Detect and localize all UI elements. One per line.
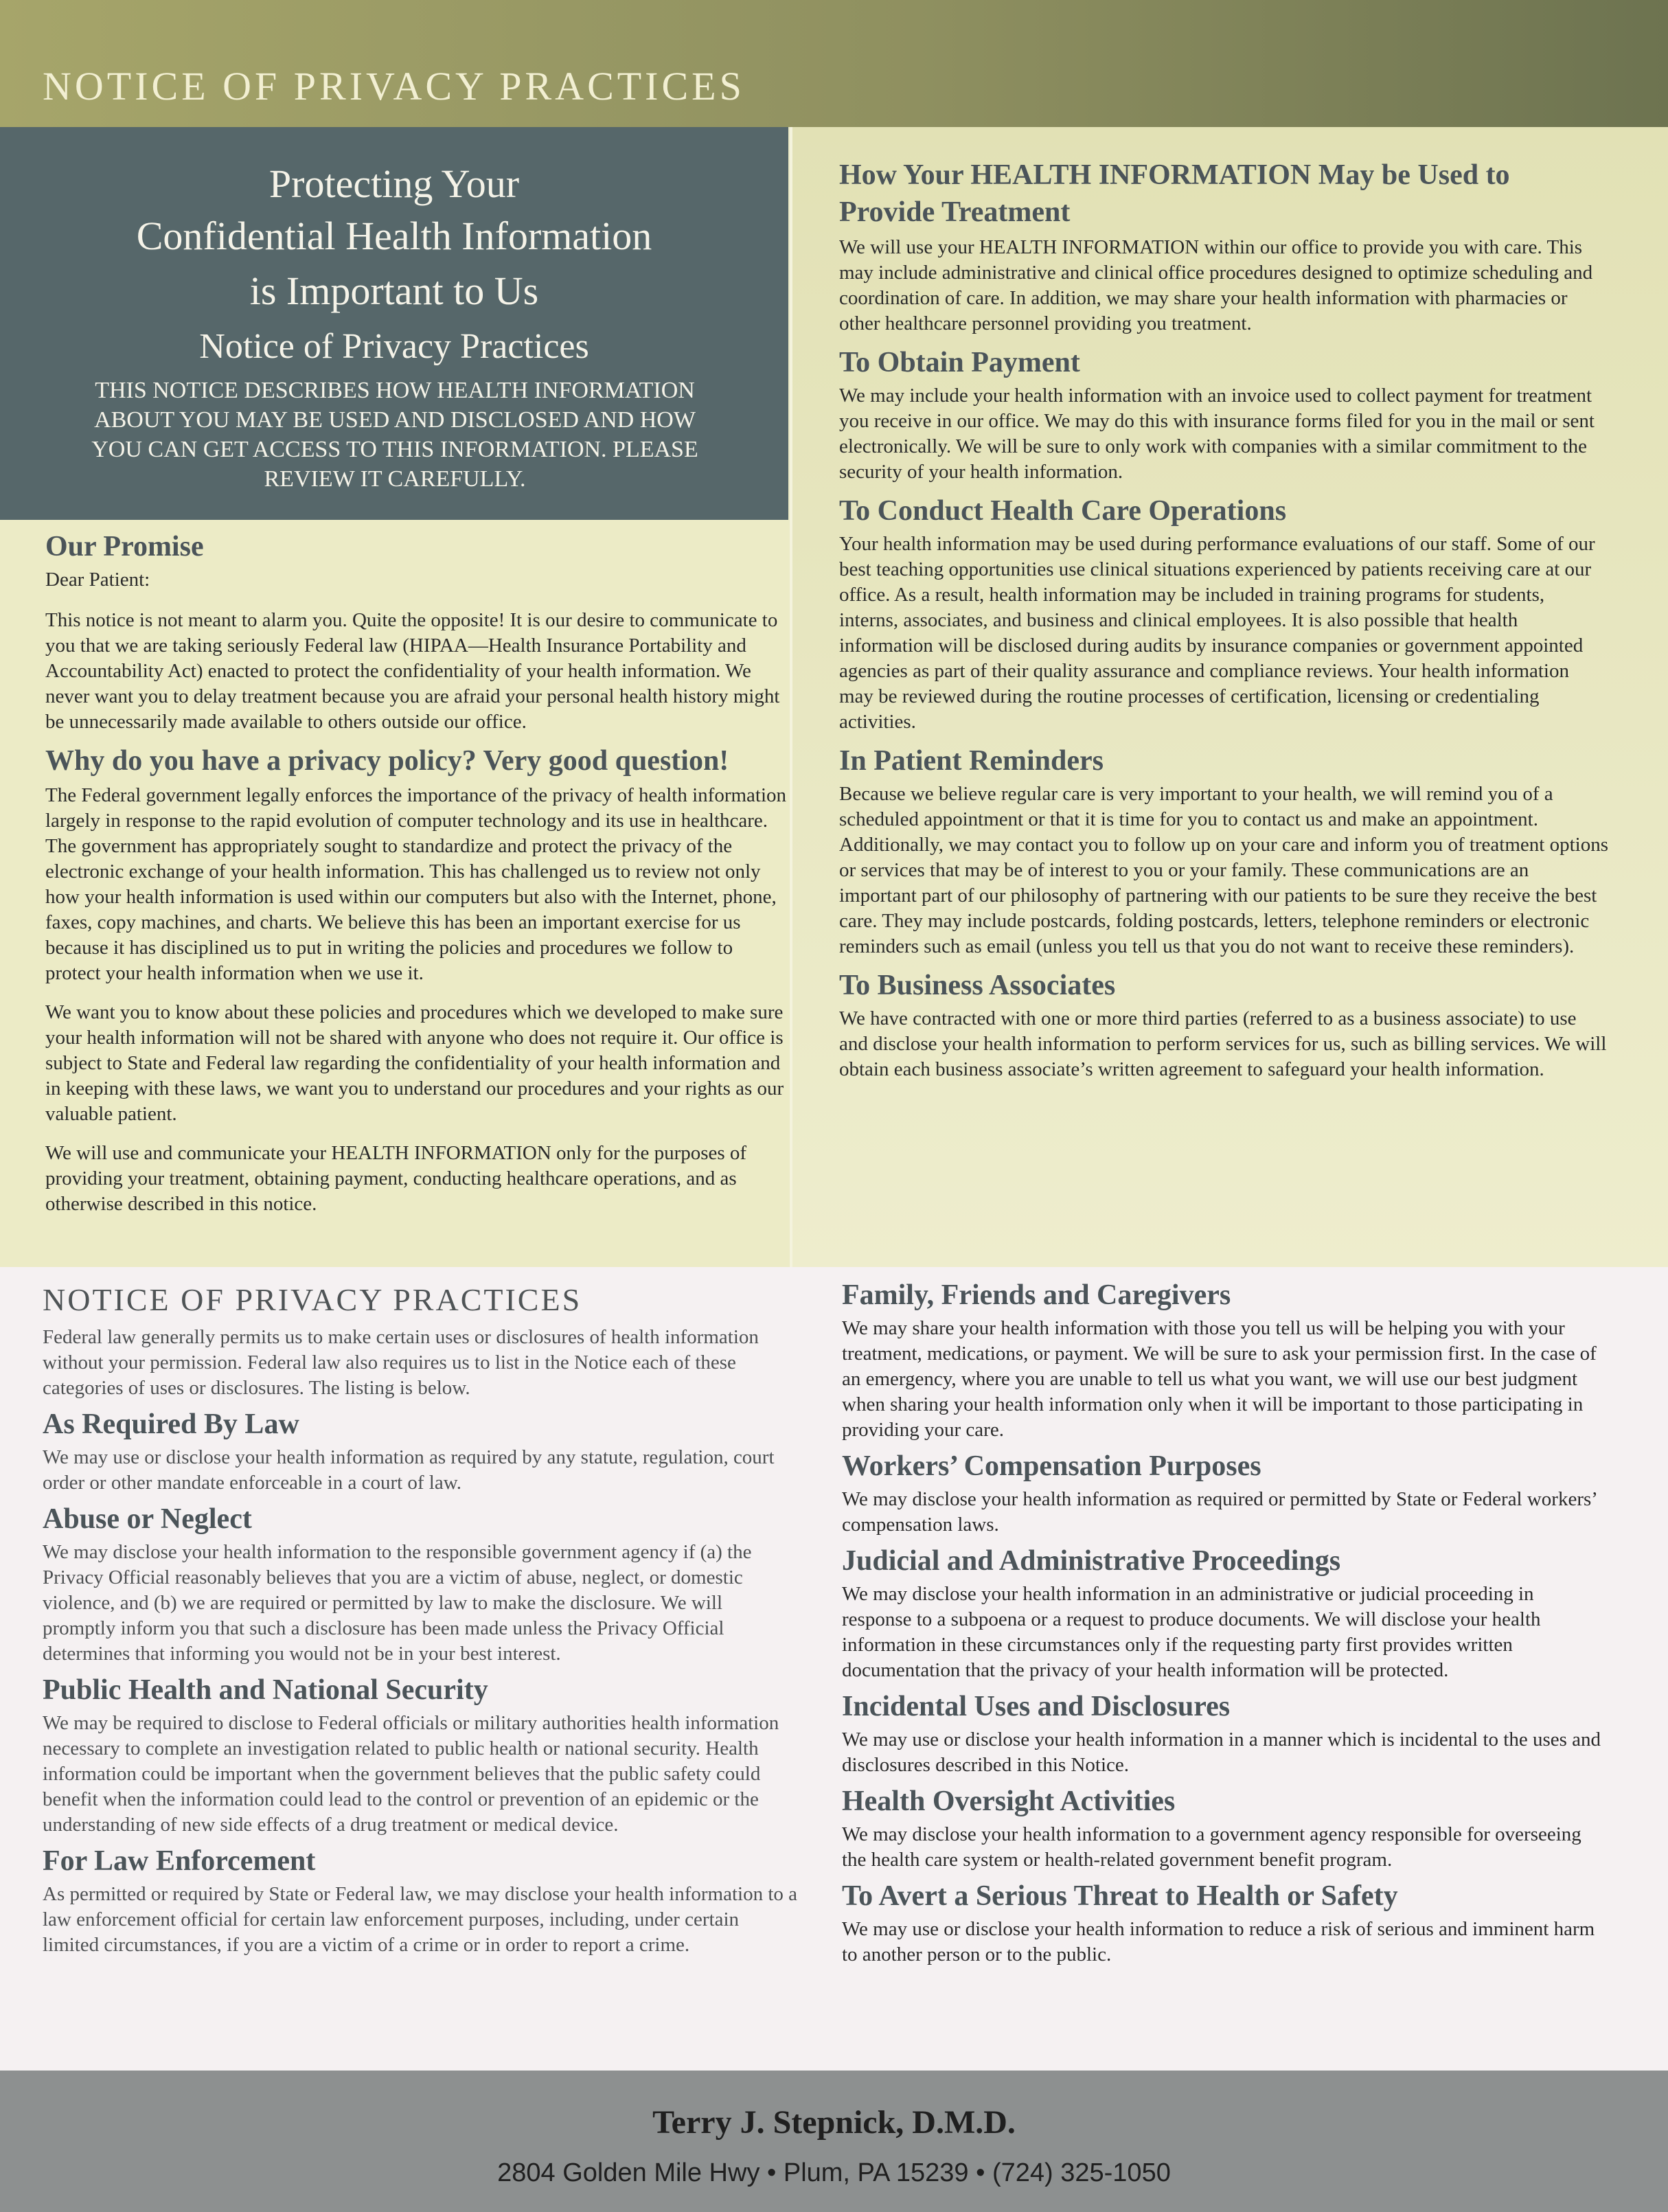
treatment-text: We will use your HEALTH INFORMATION within our office to provide you with care. This may include administrative and clinical office procedures designed to optimize scheduling and coordination of care. In addition, we may share your health information with pharmacies or other healthcare personnel providing you treatment. [839, 236, 1593, 334]
incidental-text: We may use or disclose your health information in a manner which is incidental to the uses and disclosures described in this Notice. [842, 1729, 1601, 1776]
office-address: 2804 Golden Mile Hwy • Plum, PA 15239 • (724) 325-1050 [497, 2158, 1171, 2187]
uses-section [839, 157, 1608, 1082]
hero-caps-notice: THIS NOTICE DESCRIBES HOW HEALTH INFORMATION ABOUT YOU MAY BE USED AND DISCLOSED AND HOW YOU CAN GET ACCESS TO THIS INFORMATION. PLEASE REVIEW IT CAREFULLY. [91, 378, 698, 492]
header-title: NOTICE OF PRIVACY PRACTICES [43, 64, 745, 109]
hero-line-2: Confidential Health Information [136, 214, 652, 258]
disclosures-section [43, 1281, 798, 1958]
hero-subtitle: Notice of Privacy Practices [199, 327, 589, 366]
associates-heading: To Business Associates [839, 970, 1116, 1001]
workers-text: We may disclose your health information as required or permitted by State or Federal workers’ compensation laws. [842, 1488, 1597, 1536]
enforcement-heading: For Law Enforcement [43, 1845, 316, 1877]
practitioner-name: Terry J. Stepnick, D.M.D. [652, 2104, 1016, 2141]
treatment-heading: How Your HEALTH INFORMATION May be Used to Provide Treatment [839, 159, 1510, 228]
promise-text: This notice is not meant to alarm you. Quite the opposite! It is our desire to communicate to you that we are taking seriously Federal law (HIPAA—Health Insurance Portability and Accountability Act) enacted to protect the confidentiality of your health information. We never want you to delay treatment because you are afraid your personal health history might be unnecessarily made available to others outside our office. [45, 609, 780, 733]
public-text: We may be required to disclose to Federal officials or military authorities health information necessary to complete an investigation related to public health or national security. Health information could be important when the government believes that the public safety could benefit when the information could lead to the control or prevention of an epidemic or the understanding of new side effects of a drug treatment or medical device. [43, 1712, 779, 1836]
disclosures-section-2 [842, 1279, 1604, 1968]
footer-band [0, 2071, 1668, 2212]
oversight-text: We may disclose your health information to a government agency responsible for overseeing the health care system or health-related government benefit program. [842, 1823, 1581, 1871]
reminders-text: Because we believe regular care is very important to your health, we will remind you of a scheduled appointment or that it is time for you to contact us and make an appointment. Additionally, we may contact you to follow up on your care and inform you of treatment options or services that may be of interest to you or your family. These communications are an important part of our philosophy of partnering with our patients to be sure they receive the best care. They may include postcards, folding postcards, letters, telephone reminders or electronic reminders such as email (unless you tell us that you do not want to receive these reminders). [839, 783, 1608, 957]
threat-text: We may use or disclose your health information to reduce a risk of serious and imminent harm to another person or to the public. [842, 1918, 1595, 1965]
reminders-heading: In Patient Reminders [839, 745, 1104, 777]
payment-text: We may include your health information with an invoice used to collect payment for treatment you receive in our office. We may do this with insurance forms filed for you in the mail or sent electronically. We will be sure to only work with companies with a similar commitment to the security of your health information. [839, 385, 1595, 483]
operations-text: Your health information may be used during performance evaluations of our staff. Some of our best teaching opportunities use clinical situations experienced by patients receiving care at our office. As a result, health information may be included in training programs for students, interns, associates, and business and clinical employees. It is also possible that health information will be disclosed during audits by insurance companies or government appointed agencies as part of their quality assurance and compliance reviews. Your health information may be reviewed during the routine processes of certification, licensing or credentialing activities. [839, 533, 1595, 733]
operations-heading: To Conduct Health Care Operations [839, 495, 1287, 527]
why-text-2: We want you to know about these policies and procedures which we developed to make sure your health information will not be shared with anyone who does not require it. Our office is subject to State and Federal law regarding the confidentiality of your health information and in keeping with these laws, we want you to understand our procedures and your rights as our valuable patient. [45, 1001, 784, 1125]
law-heading: As Required By Law [43, 1409, 299, 1440]
disclosures-intro: Federal law generally permits us to make certain uses or disclosures of health information without your permission. Federal law also requires us to list in the Notice each of these categories of uses or disclosures. The listing is below. [43, 1326, 759, 1399]
why-text-1: The Federal government legally enforces the importance of the privacy of health information largely in response to the rapid evolution of computer technology and its use in healthcare. The government has appropriately sought to standardize and protect the privacy of the electronic exchange of your health information. This has challenged us to review not only how your health information is used within our computers but also with the Internet, phone, faxes, copy machines, and charts. We believe this has been an important exercise for us because it has disciplined us to put in writing the policies and procedures we follow to protect your health information when we use it. [45, 784, 787, 984]
incidental-heading: Incidental Uses and Disclosures [842, 1691, 1231, 1722]
promise-section [45, 530, 787, 1217]
abuse-heading: Abuse or Neglect [43, 1503, 252, 1535]
workers-heading: Workers’ Compensation Purposes [842, 1450, 1261, 1482]
hero-box [0, 127, 788, 520]
law-text: We may use or disclose your health information as required by any statute, regulation, court order or other mandate enforceable in a court of law. [43, 1446, 775, 1494]
enforcement-text: As permitted or required by State or Federal law, we may disclose your health information to a law enforcement official for certain law enforcement purposes, including, under certain limited circumstances, if you are a victim of a crime or in order to report a crime. [43, 1883, 797, 1956]
judicial-text: We may disclose your health information in an administrative or judicial proceeding in response to a subpoena or a request to produce documents. We will disclose your health information in these circumstances only if the requesting party first provides written documentation that the privacy of your health information will be protected. [842, 1583, 1541, 1681]
promise-heading: Our Promise [45, 531, 204, 562]
oversight-heading: Health Oversight Activities [842, 1786, 1176, 1817]
why-heading: Why do you have a privacy policy? Very good question! [45, 745, 729, 777]
abuse-text: We may disclose your health information to the responsible government agency if (a) the Privacy Official reasonably believes that you are a victim of abuse, neglect, or domestic violence, and (b) we are required or permitted by law to make the disclosure. We will promptly inform you that such a disclosure has been made unless the Privacy Official determines that informing you would not be in your best interest. [43, 1541, 752, 1665]
family-heading: Family, Friends and Caregivers [842, 1279, 1231, 1311]
why-text-3: We will use and communicate your HEALTH INFORMATION only for the purposes of providing your treatment, obtaining payment, conducting healthcare operations, and as otherwise described in this notice. [45, 1142, 747, 1215]
associates-text: We have contracted with one or more third parties (referred to as a business associate) to use and disclose your health information to perform services for us, such as billing services. We will obtain each business associate’s written agreement to safeguard your health information. [839, 1007, 1607, 1080]
salutation: Dear Patient: [45, 569, 150, 591]
lower-title: NOTICE OF PRIVACY PRACTICES [43, 1282, 582, 1317]
public-heading: Public Health and National Security [43, 1674, 488, 1706]
judicial-heading: Judicial and Administrative Proceedings [842, 1545, 1341, 1577]
family-text: We may share your health information with those you tell us will be helping you with your treatment, medications, or payment. We will be sure to ask your permission first. In the case of an emergency, where you are unable to tell us what you want, we will use our best judgment when sharing your health information only when it will be important to those participating in providing your care. [842, 1317, 1597, 1441]
hero-line-3: is Important to Us [249, 269, 539, 313]
hero-line-1: Protecting Your [269, 161, 520, 206]
payment-heading: To Obtain Payment [839, 347, 1080, 378]
threat-heading: To Avert a Serious Threat to Health or Safety [842, 1880, 1398, 1912]
